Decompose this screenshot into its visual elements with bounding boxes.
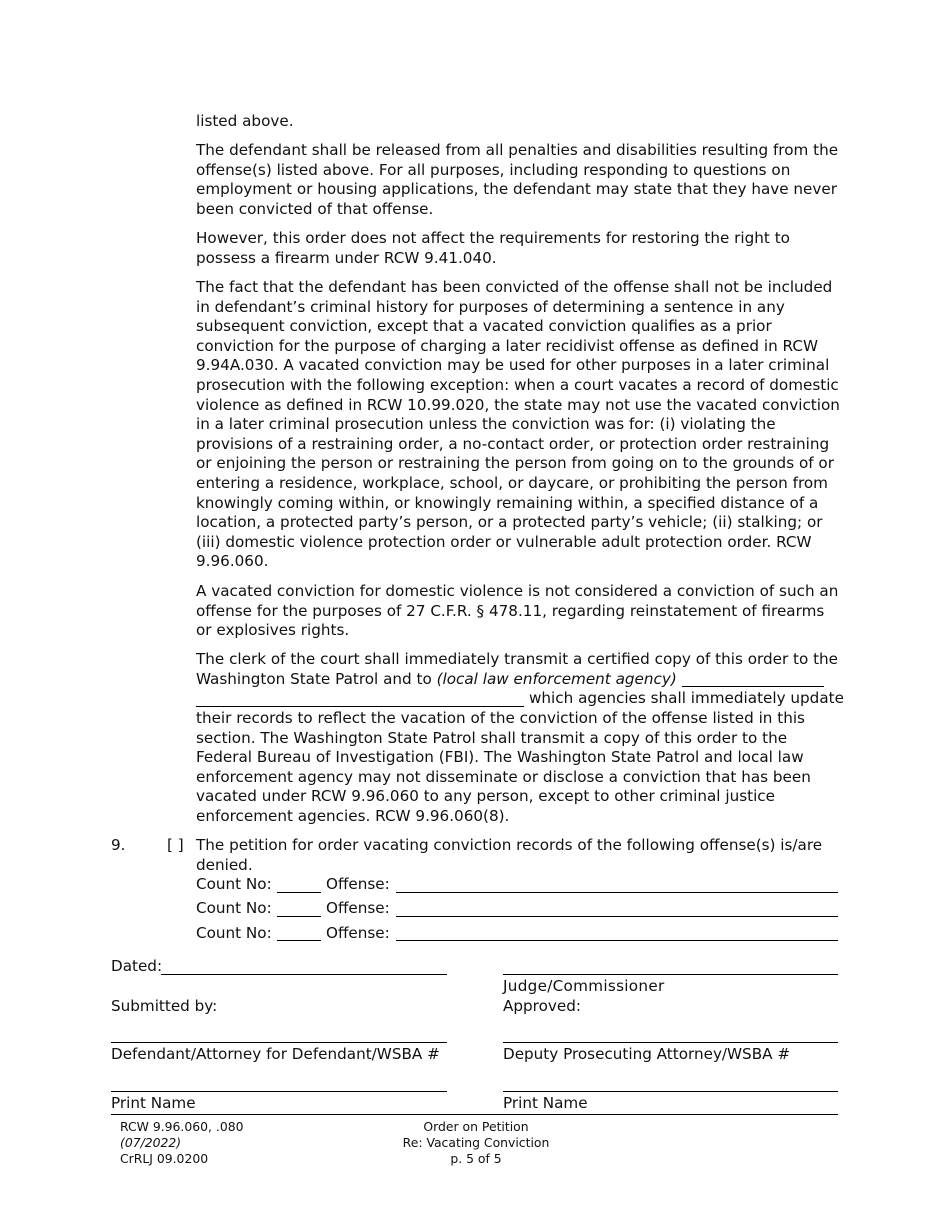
defendant-signature-line[interactable] [111,1042,447,1043]
item-9-number: 9. [111,836,126,854]
footer-title-line1: Order on Petition [423,1119,529,1134]
item-9-checkbox[interactable]: [ ] [167,836,184,854]
deputy-prosecutor-label: Deputy Prosecuting Attorney/WSBA # [503,1045,791,1063]
prosecutor-signature-line[interactable] [503,1042,838,1043]
paragraph-criminal-history: The fact that the defendant has been convicted of the offense shall not be included in defendant’s criminal history for purposes of determining a sentence in any subsequent conviction, except that a vacated conviction qualifies as a prior conviction for the purpose of charging a later recidivist offense as defined in RCW 9.94A.030. A vacated conviction may be used for other purposes in a later criminal prosecution with the following exception: when a court vacates a record of domestic violence as defined in RCW 10.99.020, the state may not use the vacated conviction in a later criminal prosecution unless the conviction was for: (i) violating the provisions of a restraining order, a no-contact order, or protection order restraining or enjoining the person or restraining the person from going on to the grounds of or entering a residence, workplace, school, or daycare, or prohibiting the person from knowingly coming within, or knowingly remaining within, a specified distance of a location, a protected party’s person, or a protected party’s vehicle; (ii) stalking; or (iii) domestic violence protection order or vulnerable adult protection order. RCW 9.96.060. [196,278,840,571]
submitted-by-label: Submitted by: [111,997,218,1015]
count-label: Count No: [196,924,272,942]
judge-signature-line[interactable] [503,974,838,975]
judge-commissioner-label: Judge/Commissioner [503,977,665,995]
footer-title-line2: Re: Vacating Conviction [402,1135,550,1150]
count-no-field[interactable] [277,916,321,917]
local-agency-label: (local law enforcement agency) [436,670,677,688]
clerk-transmit-line2 [196,670,677,690]
item-9-text: The petition for order vacating conviction records of the following offense(s) is/are denied. [196,836,823,874]
count-no-field[interactable] [277,940,321,941]
print-name-label-left: Print Name [111,1094,196,1112]
footer-rcw: RCW 9.96.060, .080 [120,1119,244,1134]
print-name-label-right: Print Name [503,1094,588,1112]
clerk-transmit-line1: The clerk of the court shall immediately transmit a certified copy of this order to the [196,650,839,668]
offense-label: Offense: [326,924,390,942]
defendant-attorney-label: Defendant/Attorney for Defendant/WSBA # [111,1045,440,1063]
offense-label: Offense: [326,875,390,893]
offense-field[interactable] [396,892,838,893]
agency-name-field-line2[interactable] [196,706,524,707]
offense-label: Offense: [326,899,390,917]
agency-name-field-line1[interactable] [682,686,824,687]
defendant-print-name-line[interactable] [111,1091,447,1092]
count-label: Count No: [196,899,272,917]
offense-field[interactable] [396,940,838,941]
footer-page-number: p. 5 of 5 [450,1151,502,1166]
paragraph-release-penalties: The defendant shall be released from all penalties and disabilities resulting from the offense(s) listed above. For all purposes, including responding to questions on employment or housing applications, the defendant may state that they have never been convicted of that offense. [196,141,839,218]
count-label: Count No: [196,875,272,893]
paragraph-listed-above: listed above. [196,112,294,130]
footer-form-code: CrRLJ 09.0200 [120,1151,209,1166]
paragraph-domestic-violence: A vacated conviction for domestic violence is not considered a conviction of such an offense for the purposes of 27 C.F.R. § 478.11, regarding reinstatement of firearms or explosives rights. [196,582,839,640]
footer-divider [111,1114,838,1115]
clerk-transmit-wsp: Washington State Patrol and to [196,670,432,688]
dated-field[interactable] [161,974,447,975]
dated-label: Dated: [111,957,163,975]
paragraph-clerk-transmit-rest: their records to reflect the vacation of the conviction of the offense listed in this section. The Washington State Patrol shall transmit a copy of this order to the Federal Bureau of Investigation (FBI). The Washington State Patrol and local law enforcement agency may not disseminate or disclose a conviction that has been vacated under RCW 9.96.060 to any person, except to other criminal justice enforcement agencies. RCW 9.96.060(8). [196,709,811,825]
approved-label: Approved: [503,997,581,1015]
offense-field[interactable] [396,916,838,917]
paragraph-firearm-rights: However, this order does not affect the requirements for restoring the right to possess a firearm under RCW 9.41.040. [196,229,790,267]
count-no-field[interactable] [277,892,321,893]
footer-date: (07/2022) [120,1135,182,1150]
clerk-transmit-line3: which agencies shall immediately update [529,689,844,707]
prosecutor-print-name-line[interactable] [503,1091,838,1092]
